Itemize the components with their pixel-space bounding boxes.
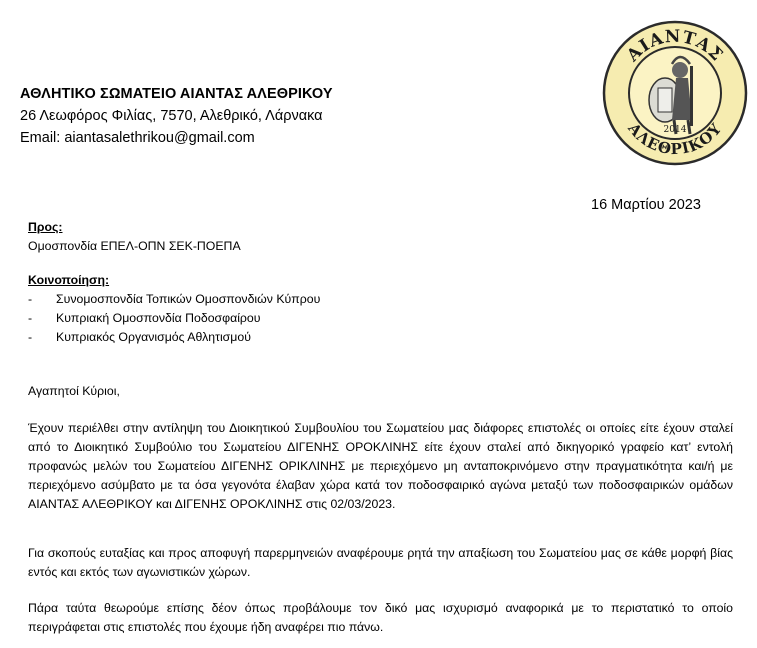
letterhead — [20, 86, 333, 152]
logo-top-text: ΑΙΑΝΤΑΣ — [623, 26, 728, 66]
paragraph-1: Έχουν περιέλθει στην αντίληψη του Διοικητικού Συμβουλίου του Σωματείου μας διάφορες επιστολές οι οποίες είτε έχουν σταλεί από το Διοικητικό Συμβούλιο του Σωματείου ΔΙΓΕΝΗΣ ΟΡΟΚΛΙΝΗΣ είτε έχουν σταλεί από δικηγορικό γραφείο κατ’ εντολή προφανώς μελών του Σωματείου ΔΙΓΕΝΗΣ ΟΡΙΚΛΙΝΗΣ με περιεχόμενο μη ανταποκρινόμενο στην πραγματικότητα και/ή με περιεχόμενο ασύμβατο με τα όσα γεγονότα έλαβαν χώρα κατά τον ποδοσφαιρικό αγώνα μεταξύ των ποδοσφαιρικών ομάδων ΑΙΑΝΤΑΣ ΑΛΕΘΡΙΚΟΥ και ΔΙΓΕΝΗΣ ΟΡΟΚΛΙΝΗΣ στις 02/03/2023. — [28, 421, 733, 511]
paragraph-2: Για σκοπούς ευταξίας και προς αποφυγή παρερμηνειών αναφέρουμε ρητά την απαξίωση του Σωματείου μας σε κάθε μορφή βίας εντός και εκτός των αγωνιστικών χώρων. — [28, 546, 733, 579]
cc-section — [28, 271, 320, 347]
club-logo — [602, 20, 748, 166]
cc-label: Κοινοποίηση: — [28, 273, 110, 287]
club-email: Email: aiantasalethrikou@gmail.com — [20, 130, 255, 146]
logo-year: 2014 — [663, 125, 687, 135]
club-name: ΑΘΛΗΤΙΚΟ ΣΩΜΑΤΕΙΟ ΑΙΑΝΤΑΣ ΑΛΕΘΡΙΚΟΥ — [20, 86, 333, 102]
to-section — [28, 218, 241, 256]
list-item: - Κυπριακός Οργανισμός Αθλητισμού — [28, 330, 251, 344]
to-label: Προς: — [28, 220, 63, 234]
letter-date: 16 Μαρτίου 2023 — [591, 197, 701, 213]
list-item: - Κυπριακή Ομοσπονδία Ποδοσφαίρου — [28, 311, 261, 325]
club-address: 26 Λεωφόρος Φιλίας, 7570, Αλεθρικό, Λάρνακα — [20, 108, 323, 124]
to-recipient: Ομοσπονδία ΕΠΕΛ-ΟΠΝ ΣΕΚ-ΠΟΕΠΑ — [28, 239, 241, 253]
list-item: - Συνομοσπονδία Τοπικών Ομοσπονδιών Κύπρου — [28, 292, 321, 306]
greeting: Αγαπητοί Κύριοι, — [28, 384, 120, 398]
paragraph-3: Πάρα ταύτα θεωρούμε επίσης δέον όπως προβάλουμε τον δικό μας ισχυρισμό αναφορικά με το περιστατικό το οποίο περιγράφεται στις επιστολές που έχουμε ήδη αναφέρει πιο πάνω. — [28, 601, 733, 634]
cc-list — [28, 290, 320, 347]
logo-bottom-text: ΑΛΕΘΡΙΚΟΥ — [624, 119, 726, 159]
